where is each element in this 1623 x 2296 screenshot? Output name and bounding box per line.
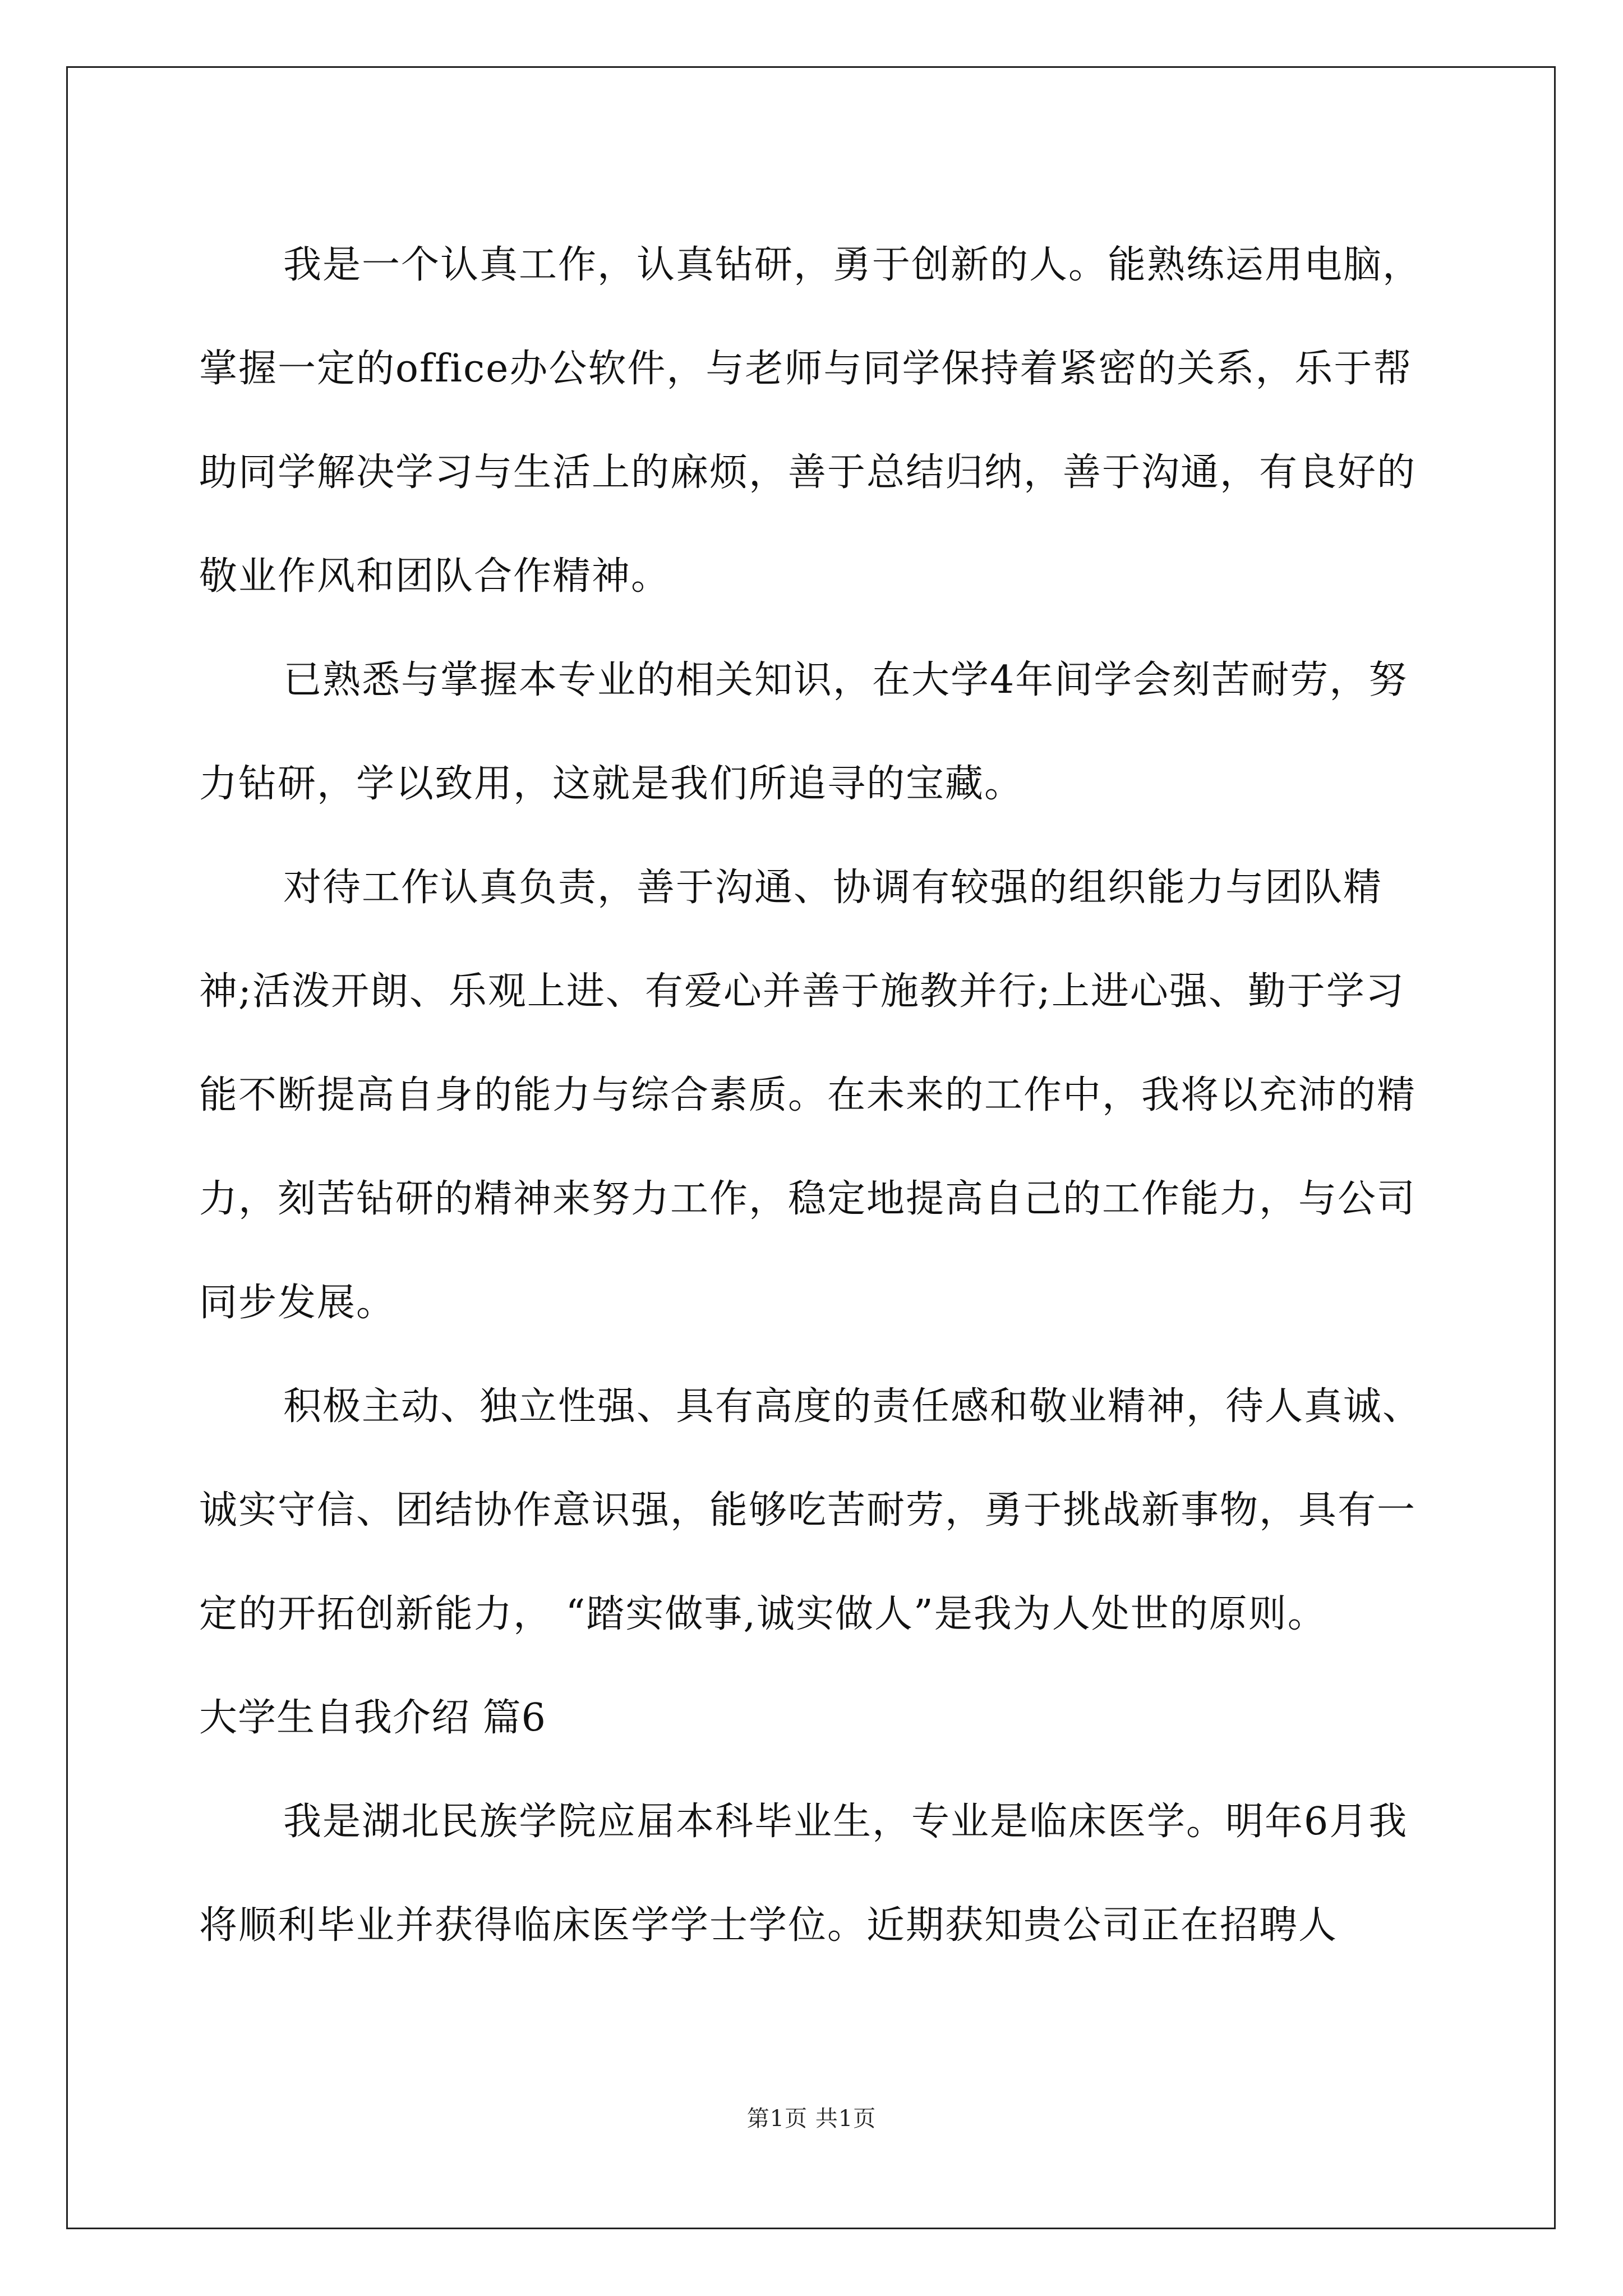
document-body (199, 213, 1422, 1977)
paragraph-3: 对待工作认真负责，善于沟通、协调有较强的组织能力与团队精神;活泼开朗、乐观上进、有爱心并善于施教并行;上进心强、勤于学习能不断提高自身的能力与综合素质。在未来的工作中，我将以充沛的精力，刻苦钻研的精神来努力工作，稳定地提高自己的工作能力，与公司同步发展。 (199, 866, 1417, 1325)
paragraph-1: 我是一个认真工作，认真钻研，勇于创新的人。能熟练运用电脑，掌握一定的office办公软件，与老师与同学保持着紧密的关系，乐于帮助同学解决学习与生活上的麻烦，善于总结归纳，善于沟通，有良好的敬业作风和团队合作精神。 (199, 243, 1422, 599)
paragraph-4: 积极主动、独立性强、具有高度的责任感和敬业精神，待人真诚、诚实守信、团结协作意识强，能够吃苦耐劳，勇于挑战新事物，具有一定的开拓创新能力， “踏实做事,诚实做人”是我为人处世的原则。 (199, 1384, 1422, 1636)
section-heading: 大学生自我介绍 篇6 (199, 1696, 546, 1740)
paragraph-5: 我是湖北民族学院应届本科毕业生，专业是临床医学。明年6月我将顺利毕业并获得临床医学学士学位。近期获知贵公司正在招聘人 (199, 1800, 1408, 1948)
paragraph-2: 已熟悉与掌握本专业的相关知识，在大学4年间学会刻苦耐劳，努力钻研，学以致用，这就是我们所追寻的宝藏。 (199, 658, 1408, 806)
page-footer: 第1页 共1页 (746, 2106, 877, 2132)
